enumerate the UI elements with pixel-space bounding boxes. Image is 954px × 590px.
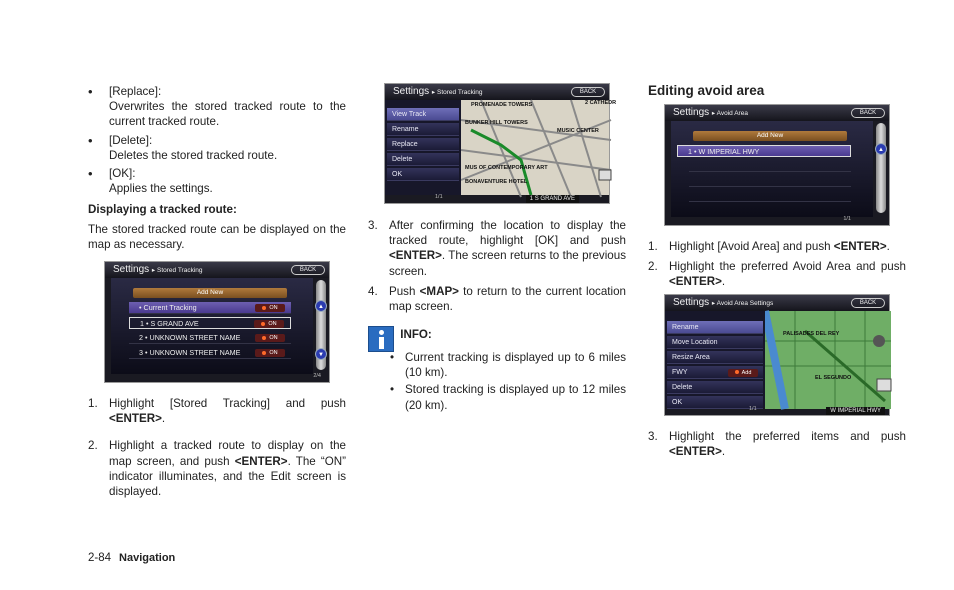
list-row[interactable]: 3 • UNKNOWN STREET NAME ON (129, 347, 291, 359)
step-text-end: . (721, 275, 726, 289)
list-row-empty (689, 190, 851, 202)
scroll-up-icon[interactable]: ▲ (875, 143, 887, 155)
add-new-button[interactable]: Add New (133, 288, 287, 298)
step-number: 2. (88, 439, 98, 453)
menu-item-ok[interactable]: OK (387, 168, 459, 181)
info-icon (368, 326, 394, 352)
avoid-area-settings-screen (664, 294, 890, 416)
page-footer (88, 551, 175, 566)
info-title: INFO: (400, 328, 432, 342)
bullet-desc: Overwrites the stored tracked route to the current tracked route. (109, 100, 346, 129)
step-text-end: . (721, 445, 726, 459)
step-number: 4. (368, 284, 378, 298)
info-bullets (368, 350, 626, 413)
column-3-steps-a (648, 239, 906, 295)
info-bullet: • Current tracking is displayed up to 6 miles (10 km). (388, 350, 626, 380)
list-row-empty (689, 160, 851, 172)
bullet-item (88, 133, 346, 163)
step-number: 3. (368, 219, 378, 232)
scroll-down-icon[interactable]: ▼ (315, 348, 327, 360)
info-bullet: • Stored tracking is displayed up to 12 miles (20 km). (388, 382, 626, 412)
step-text: Highlight a tracked route to display on the map screen, and push (109, 439, 346, 468)
step-item (648, 429, 906, 459)
back-button[interactable]: BACK (571, 87, 605, 97)
list-row[interactable]: • Current Tracking ON (129, 302, 291, 314)
add-new-button[interactable]: Add New (693, 131, 847, 141)
list-row[interactable]: 1 • S GRAND AVE ON (129, 317, 291, 329)
step-text-end: . The “ON” indicator illuminates, and the Edit screen is displayed. (109, 454, 346, 499)
map-label: EL SEGUNDO (815, 375, 852, 381)
bullet-label: • [OK]: (109, 167, 136, 181)
step-text: Highlight the preferred items and push (669, 430, 906, 443)
map-label: BONAVENTURE HOTEL (465, 179, 528, 185)
street-name: W IMPERIAL HWY (826, 407, 885, 415)
bullet-desc: Deletes the stored tracked route. (109, 148, 278, 162)
map-view[interactable] (461, 100, 617, 195)
stored-tracking-screen (104, 261, 330, 383)
step-number: 1. (648, 240, 658, 253)
key-label: <ENTER> (389, 249, 442, 263)
page-indicator: 1/1 (435, 194, 443, 200)
on-indicator: ON (254, 320, 284, 328)
on-indicator: ON (255, 304, 285, 312)
page-number: 2-84 (88, 552, 112, 564)
key-label: <ENTER> (669, 275, 722, 289)
map-roads-icon (765, 311, 891, 409)
step-item (368, 218, 626, 279)
map-label: BUNKER HILL TOWERS (465, 120, 528, 126)
avoid-area-screen (664, 104, 890, 226)
map-label: PALISADES DEL REY (783, 331, 840, 337)
key-label: <ENTER> (109, 412, 162, 426)
page-indicator: 1/1 (749, 406, 757, 412)
bullet-item (88, 84, 346, 130)
key-label: <ENTER> (669, 445, 722, 459)
back-button[interactable]: BACK (291, 265, 325, 275)
menu-item-fwy[interactable]: FWY Add (667, 366, 763, 379)
scrollbar[interactable] (876, 123, 886, 213)
scroll-up-icon[interactable]: ▲ (315, 300, 327, 312)
step-number: 1. (88, 397, 98, 410)
step-item (648, 239, 906, 254)
bullet-desc: Applies the settings. (109, 182, 213, 196)
stored-tracking-map-screen (384, 83, 617, 204)
page-indicator: 1/1 (843, 216, 851, 222)
step-text: Highlight [Avoid Area] and push (669, 240, 834, 253)
bullet-item (88, 166, 346, 196)
on-indicator: ON (255, 349, 285, 357)
step-item (648, 259, 906, 289)
bullet-label: • [Replace]: (109, 85, 162, 98)
step-text: Highlight [Stored Tracking] and push (109, 397, 346, 410)
menu-item-move-location[interactable]: Move Location (667, 336, 763, 349)
key-label: <ENTER> (833, 240, 887, 253)
side-menu (385, 100, 461, 195)
key-label: <MAP> (419, 284, 459, 298)
bullet-list (88, 84, 346, 196)
step-text-end: . The screen returns to the previous screen. (389, 249, 626, 278)
map-label: MUS OF CONTEMPORARY ART (465, 165, 548, 171)
menu-item-rename[interactable]: Rename (387, 123, 459, 136)
info-section (368, 326, 626, 415)
key-label: <ENTER> (234, 454, 288, 468)
screen-title: Settings ▸ Stored Tracking (393, 86, 483, 97)
list-row-empty (689, 175, 851, 187)
list-row[interactable]: 1 • W IMPERIAL HWY (677, 145, 851, 157)
screen-title: Settings ▸ Avoid Area Settings (673, 297, 774, 308)
map-label: PROMENADE TOWERS (471, 102, 533, 108)
step-text-end: . (161, 412, 166, 426)
screen-list (671, 121, 873, 217)
menu-item-resize-area[interactable]: Resize Area (667, 351, 763, 364)
menu-item-rename[interactable]: Rename (667, 321, 763, 334)
step-text: Highlight the preferred Avoid Area and push (669, 260, 906, 274)
back-button[interactable]: BACK (851, 108, 885, 118)
step-text-end: . (886, 240, 890, 253)
section-name: Navigation (119, 552, 176, 564)
step-item (88, 396, 346, 426)
menu-item-ok[interactable]: OK (667, 396, 763, 409)
screen-list (111, 278, 313, 374)
step-text: Push (389, 284, 420, 298)
bullet-label: • [Delete]: (109, 133, 153, 147)
screen-title: Settings ▸ Avoid Area (673, 107, 748, 118)
intro-paragraph: The stored tracked route can be displayed on the map as necessary. (88, 222, 346, 251)
column-2-steps (368, 218, 626, 319)
map-label: 2 CATHEDR (585, 100, 617, 106)
column-1 (88, 84, 346, 252)
section-title: Editing avoid area (648, 83, 765, 98)
screen-title: Settings ▸ Stored Tracking (113, 264, 203, 275)
menu-item-delete[interactable]: Delete (667, 381, 763, 394)
menu-item-delete[interactable]: Delete (387, 153, 459, 166)
step-number: 3. (648, 430, 658, 443)
step-item (368, 284, 626, 314)
back-button[interactable]: BACK (851, 298, 885, 308)
list-row[interactable]: 2 • UNKNOWN STREET NAME ON (129, 332, 291, 344)
street-name: 1 S GRAND AVE (526, 195, 579, 203)
add-indicator: Add (728, 369, 758, 377)
step-number: 2. (648, 260, 658, 274)
column-3-steps-b (648, 429, 906, 464)
side-menu (665, 311, 765, 407)
step-text-end: to return to the current location map screen. (389, 284, 626, 314)
map-view[interactable] (765, 311, 889, 407)
section-heading: Displaying a tracked route: (88, 203, 237, 217)
menu-item-view-track[interactable]: View Track (387, 108, 459, 121)
map-label: MUSIC CENTER (557, 128, 599, 134)
column-1-steps (88, 396, 346, 511)
step-item (88, 438, 346, 499)
page-indicator: 2/4 (313, 373, 321, 379)
menu-item-replace[interactable]: Replace (387, 138, 459, 151)
on-indicator: ON (255, 334, 285, 342)
step-text: After confirming the location to display the tracked route, highlight [OK] and push (389, 219, 626, 248)
